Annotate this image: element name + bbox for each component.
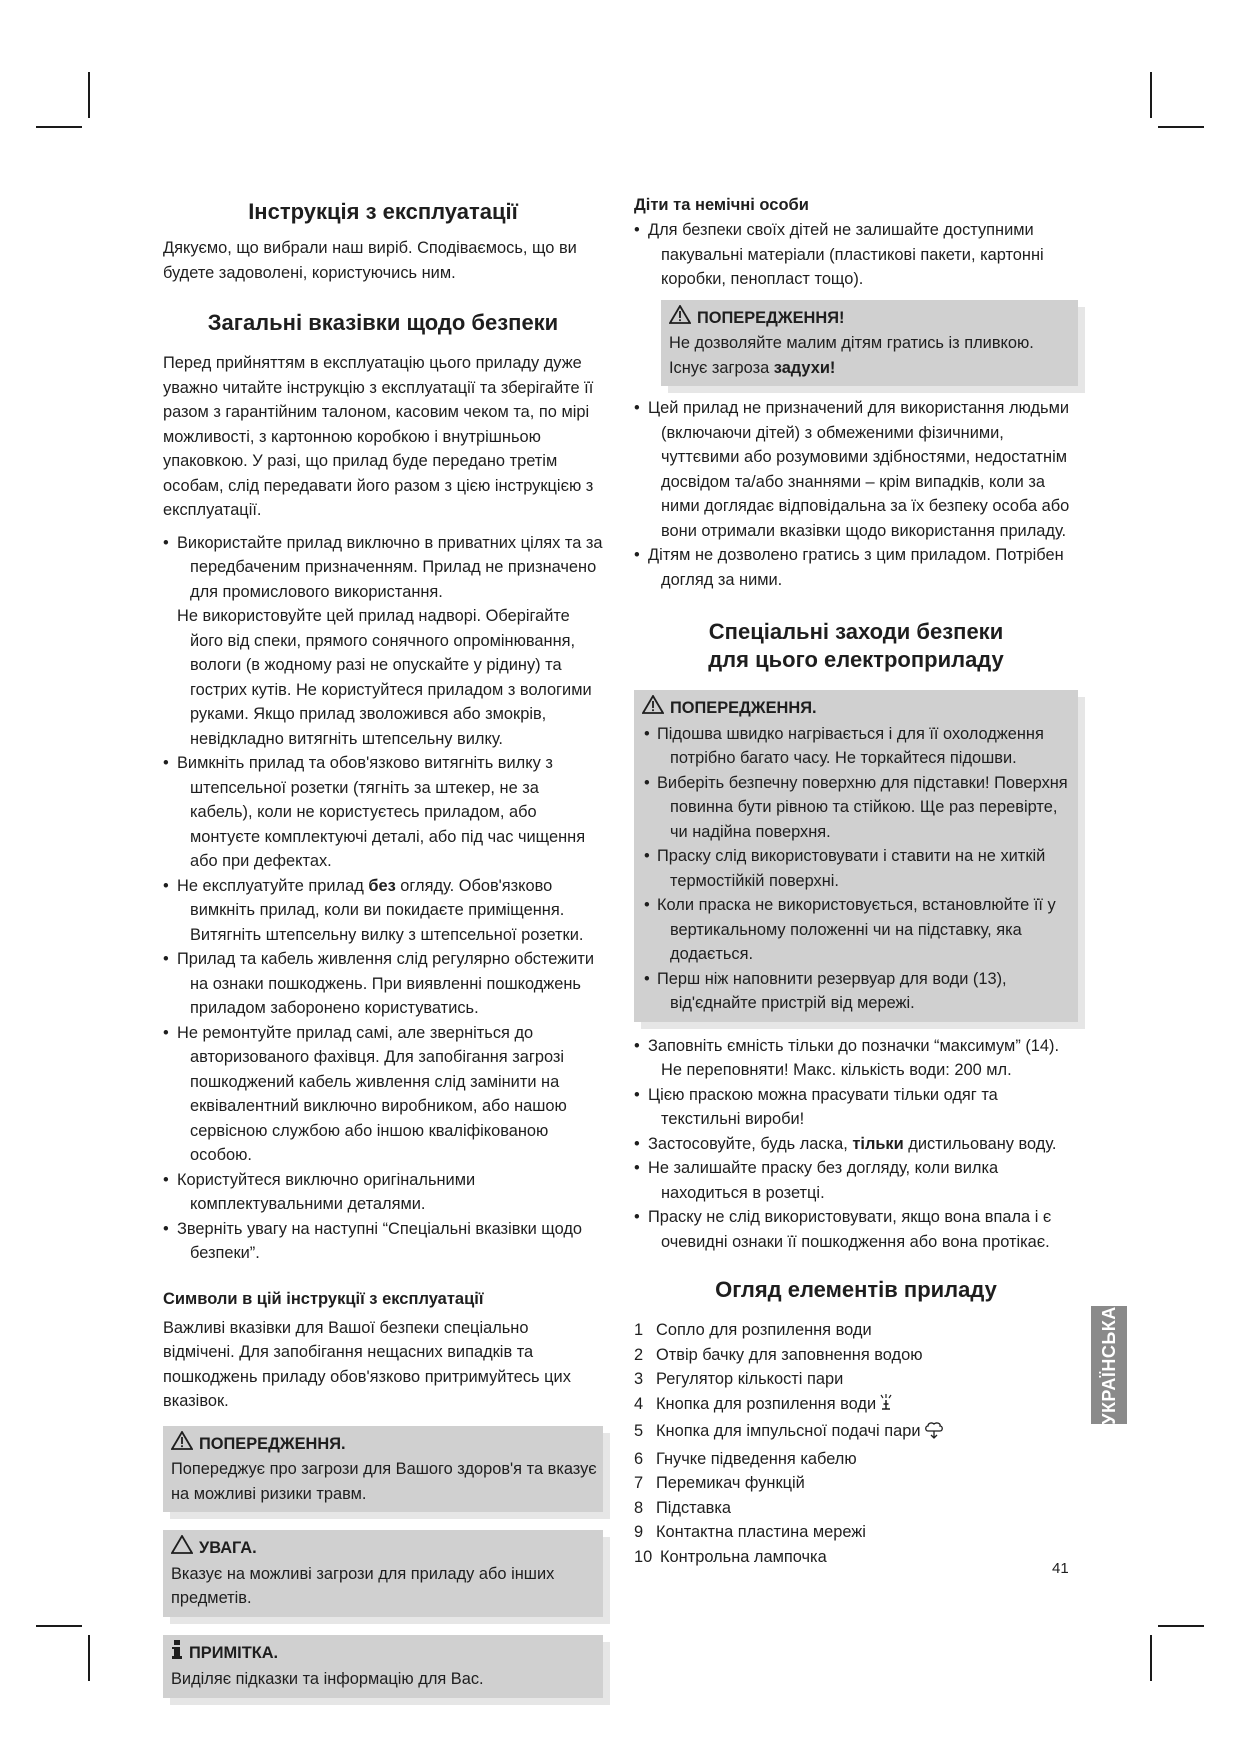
crop-mark	[1150, 1635, 1152, 1681]
list-item: • Праску не слід використовувати, якщо вона впала і є очевидні ознаки її пошкодження або вона протікає.	[634, 1205, 1078, 1254]
box-text: Вказує на можливі загрози для приладу або інших предметів.	[171, 1564, 555, 1607]
box-text	[669, 331, 1074, 380]
warning-box-title	[171, 1431, 599, 1458]
symbols-intro: Важливі вказівки для Вашої безпеки спеціально відмічені. Для запобігання нещасних випадків та пошкоджень приладу обов'язково притримуйтесь цих вказівок.	[163, 1318, 571, 1410]
box-title-text: ПРИМІТКА.	[189, 1644, 279, 1662]
part-number: 5	[634, 1422, 644, 1440]
part-number: 4	[634, 1394, 644, 1413]
part-number: 2	[634, 1345, 644, 1364]
page-number: 41	[1052, 1560, 1069, 1577]
part-item	[634, 1471, 1078, 1496]
part-number: 8	[634, 1498, 644, 1517]
right-column	[634, 190, 1078, 1569]
crop-mark	[88, 72, 90, 118]
crop-mark	[1150, 72, 1152, 118]
part-label: Контрольна лампочка	[660, 1547, 827, 1566]
list-item: • Праску слід використовувати і ставити на не хиткій термостійкій поверхні.	[642, 844, 1074, 893]
list-item: • Коли праска не використовується, встановлюйте її у вертикальному положенні чи на підставку, яка додається.	[642, 893, 1074, 967]
crop-mark	[1158, 1625, 1204, 1627]
safety-intro: Перед прийняттям в експлуатацію цього приладу дуже уважно читайте інструкцію з експлуатації та зберігайте її разом з гарантійним талоном, касовим чеком та, по мірі можливості, з картонною коробкою і внутрішньою упаковкою. У разі, що прилад буде передано третім особам, слід передавати його разом з цією інструкцією з експлуатації.	[163, 354, 594, 519]
text-run: Не дозволяйте малим дітям гратись із пливкою. Існує загроза	[669, 334, 1034, 377]
text-run: Не експлуатуйте прилад	[177, 876, 369, 895]
list-item: • Прилад та кабель живлення слід регулярно обстежити на ознаки пошкоджень. При виявленні пошкоджень приладом заборонено користуватись.	[163, 947, 603, 1021]
language-side-tab	[1091, 1306, 1127, 1424]
list-item: • Цей прилад не призначений для використання людьми (включаючи дітей) з обмеженими фізичними, чуттєвими або розумовими здібностями, недостатнім досвідом та/або знаннями – крім випадків, коли за ними доглядає відповідальна за їх безпеку особа або вони отримали вказівки щодо використання приладу.	[634, 396, 1078, 543]
warning-triangle-icon	[669, 305, 691, 332]
warning-box	[163, 1426, 603, 1513]
title-line: Спеціальні заходи безпеки	[708, 619, 1004, 644]
note-box	[163, 1635, 603, 1698]
part-label: Регулятор кількості пари	[656, 1370, 844, 1388]
language-tab-label: УКРАЇНСЬКА	[1098, 1305, 1119, 1425]
text-run: Застосовуйте, будь ласка,	[648, 1134, 853, 1153]
text-run: дистильовану воду.	[903, 1134, 1057, 1153]
part-number: 3	[634, 1370, 644, 1388]
part-item	[634, 1392, 1078, 1420]
caution-box	[163, 1530, 603, 1617]
list-item: • Перш ніж наповнити резервуар для води (13), від'єднайте пристрій від мережі.	[642, 967, 1074, 1016]
list-item: • Використайте прилад виключно в приватних цілях та за передбаченим призначенням. Прилад не призначено для промислового використання.	[163, 531, 603, 605]
part-label: Контактна пластина мережі	[656, 1523, 866, 1541]
part-item	[634, 1545, 1078, 1570]
list-item: • Цією праскою можна прасувати тільки одяг та текстильні вироби!	[634, 1083, 1078, 1132]
box-title-text: ПОПЕРЕДЖЕННЯ.	[199, 1434, 346, 1453]
list-item: • Виберіть безпечну поверхню для підставки! Поверхня повинна бути рівною та стійкою. Ще раз перевірте, чи надійна поверхня.	[642, 771, 1074, 845]
box-text: Попереджує про загрози для Вашого здоров'я та вказує на можливі ризики травм.	[171, 1460, 597, 1503]
symbols-title: Символи в цій інструкції з експлуатації	[163, 1289, 484, 1308]
part-label: Кнопка для імпульсної подачі пари	[656, 1422, 921, 1440]
part-item	[634, 1520, 1078, 1545]
part-label: Гнучке підведення кабелю	[656, 1449, 857, 1468]
part-label: Перемикач функцій	[656, 1474, 805, 1492]
list-item: • Користуйтеся виключно оригінальними комплектувальними деталями.	[163, 1168, 603, 1217]
text-run: огляду. Обов'язково вимкніть прилад, коли ви покидаєте приміщення. Витягніть штепсельну вилку з штепсельної розетки.	[190, 876, 584, 944]
warning-triangle-icon	[171, 1431, 193, 1458]
part-number: 1	[634, 1321, 644, 1339]
list-item	[163, 874, 603, 948]
note-box-title	[171, 1640, 599, 1668]
part-item	[634, 1367, 1078, 1392]
special-warning-box	[634, 690, 1078, 1022]
steam-burst-icon	[924, 1421, 944, 1447]
list-item	[634, 1132, 1078, 1157]
part-number: 6	[634, 1449, 644, 1468]
list-item: • Зверніть увагу на наступні “Спеціальні вказівки щодо безпеки”.	[163, 1217, 603, 1266]
warning-triangle-icon	[642, 695, 664, 722]
part-number: 7	[634, 1474, 644, 1492]
box-title-text: УВАГА.	[199, 1539, 257, 1557]
crop-mark	[36, 1625, 82, 1627]
warning-box-title	[642, 695, 1074, 722]
list-item: Не використовуйте цей прилад надворі. Оберігайте його від спеки, прямого сонячного опромінювання, вологи (в жодному разі не опускайте у рідину) та гострих кутів. Не користуйтеся приладом з вологими руками. Якщо прилад зволожився або змокрів, невідкладно витягніть штепсельну вилку.	[177, 607, 592, 748]
part-label: Кнопка для розпилення води	[656, 1394, 877, 1413]
caution-box-title	[171, 1535, 599, 1562]
box-title-text: ПОПЕРЕДЖЕННЯ!	[697, 308, 845, 327]
part-item	[634, 1447, 1078, 1472]
box-title-text: ПОПЕРЕДЖЕННЯ.	[670, 699, 817, 717]
intro-text: Дякуємо, що вибрали наш виріб. Сподіваємось, що ви будете задоволені, користуючись ним.	[163, 239, 577, 282]
list-item: • Не ремонтуйте прилад самі, але зверніться до авторизованого фахівця. Для запобігання загрозі пошкоджений кабель живлення слід замінити на еквівалентний виключно виробником, або нашою сервісною службою або іншою кваліфікованою особою.	[163, 1021, 603, 1168]
part-number: 10	[634, 1547, 653, 1566]
text-run-bold: тільки	[852, 1134, 904, 1153]
children-bullets-2	[634, 396, 1078, 592]
list-item: • Для безпеки своїх дітей не залишайте доступними пакувальні матеріали (пластикові пакети, картонні коробки, пенопласт тощо).	[634, 218, 1078, 292]
safety-title: Загальні вказівки щодо безпеки	[207, 310, 559, 335]
part-label: Отвір бачку для заповнення водою	[656, 1345, 923, 1364]
safety-bullets	[163, 531, 603, 1266]
list-item: • Заповніть ємність тільки до позначки “максимум” (14). Не переповняти! Макс. кількість води: 200 мл.	[634, 1034, 1078, 1083]
part-number: 9	[634, 1523, 644, 1541]
list-item: • Дітям не дозволено гратись з цим приладом. Потрібен догляд за ними.	[634, 543, 1078, 592]
warning-box-title	[669, 305, 1074, 332]
crop-mark	[88, 1635, 90, 1681]
part-item	[634, 1343, 1078, 1368]
overview-title: Огляд елементів приладу	[715, 1277, 997, 1302]
box-text: Виділяє підказки та інформацію для Вас.	[171, 1670, 484, 1688]
caution-triangle-icon	[171, 1535, 193, 1562]
spray-icon	[879, 1394, 893, 1420]
part-item	[634, 1496, 1078, 1521]
list-item: • Не залишайте праску без догляду, коли вилка находиться в розетці.	[634, 1156, 1078, 1205]
children-title: Діти та немічні особи	[634, 196, 809, 214]
special-warning-list	[642, 722, 1074, 1016]
part-label: Підставка	[656, 1498, 731, 1517]
info-icon	[171, 1640, 183, 1668]
title-line: для цього електроприладу	[708, 647, 1004, 672]
special-bullets	[634, 1034, 1078, 1255]
part-label: Сопло для розпилення води	[656, 1321, 872, 1339]
list-item: • Підошва швидко нагрівається і для її охолодження потрібно багато часу. Не торкайтеся підошви.	[642, 722, 1074, 771]
crop-mark	[1158, 126, 1204, 128]
left-column	[163, 190, 603, 1698]
manual-title: Інструкція з експлуатації	[248, 199, 518, 224]
part-item	[634, 1318, 1078, 1343]
special-safety-title	[634, 618, 1078, 674]
part-item	[634, 1419, 1078, 1447]
list-item: • Вимкніть прилад та обов'язково витягніть вилку з штепсельної розетки (тягніть за штекер, не за кабель), коли не користуєтесь приладом, або монтуєте комплектуючі деталі, або під час чищення або при дефектах.	[163, 751, 603, 874]
children-bullets	[634, 218, 1078, 292]
crop-mark	[36, 126, 82, 128]
text-run-bold: задухи!	[773, 358, 836, 377]
parts-list	[634, 1318, 1078, 1569]
text-run-bold: без	[368, 876, 396, 895]
children-warning-box	[661, 300, 1078, 387]
